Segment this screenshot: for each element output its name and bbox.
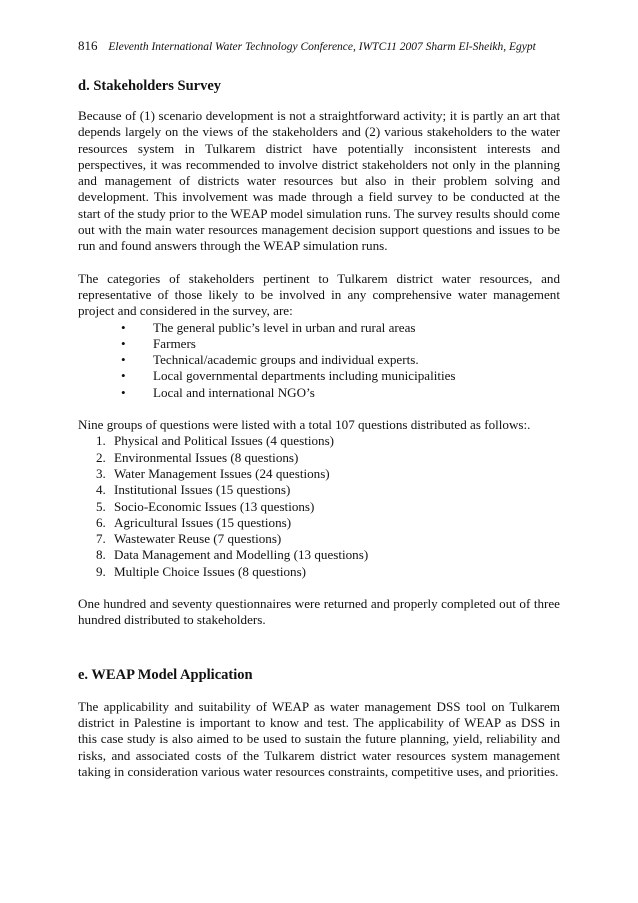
section-d-paragraph-4: One hundred and seventy questionnaires were returned and properly completed out of three hundred distributed to stakeholders.	[78, 596, 560, 628]
list-item: 4. Institutional Issues (15 questions)	[96, 482, 291, 498]
list-item: • Local and international NGO’s	[118, 385, 560, 401]
list-item: 6. Agricultural Issues (15 questions)	[96, 514, 292, 530]
section-d-heading: d. Stakeholders Survey	[78, 78, 222, 94]
page-body	[78, 78, 560, 780]
section-d-paragraph-1: Because of (1) scenario development is not a straightforward activity; it is partly an art that depends largely on the views of the stakeholders and (2) various stakeholders to the water resources system in Tulkarem district have potentially inconsistent interests and perspectives, it was recommended to involve district stakeholders not only in the planning and management of districts water resources but also in their problem solving and development. This involvement was made through a field survey to be conducted at the start of the study prior to the WEAP model simulation runs. The survey results should come out with the main water resources management decision support questions and issues to be run and found answers through the WEAP simulation runs.	[78, 108, 560, 254]
section-d-paragraph-2: The categories of stakeholders pertinent to Tulkarem district water resources, and representative of those likely to be involved in any comprehensive water management project and considered in the survey, are:	[78, 270, 560, 319]
list-item: 7. Wastewater Reuse (7 questions)	[96, 531, 282, 547]
section-e-paragraph-1: The applicability and suitability of WEAP as water management DSS tool on Tulkarem district in Palestine is important to know and test. The applicability of WEAP as DSS in this case study is also aimed to be used to sustain the future planning, yield, reliability and risks, and associated costs of the Tulkarem district water resources system management taking in consideration various water resources constraints, competitive uses, and priorities.	[78, 698, 560, 779]
section-d-paragraph-3: Nine groups of questions were listed with a total 107 questions distributed as follows:.	[78, 417, 531, 433]
conference-title: Eleventh International Water Technology Conference, IWTC11 2007 Sharm El-Sheikh, Egypt	[108, 41, 536, 53]
list-item: 9. Multiple Choice Issues (8 questions)	[96, 563, 307, 579]
list-item: • Technical/academic groups and individual experts.	[118, 352, 560, 368]
list-item: 2. Environmental Issues (8 questions)	[96, 449, 299, 465]
list-item: 3. Water Management Issues (24 questions)	[96, 465, 330, 481]
stakeholder-list	[78, 320, 560, 401]
section-e-heading: e. WEAP Model Application	[78, 666, 253, 683]
running-header	[78, 38, 536, 54]
list-item: 5. Socio-Economic Issues (13 questions)	[96, 498, 315, 514]
list-item: • Local governmental departments including municipalities	[118, 368, 560, 384]
question-groups-list	[78, 433, 560, 580]
list-item: • Farmers	[118, 336, 560, 352]
list-item: • The general public’s level in urban and rural areas	[118, 320, 560, 336]
page-number: 816	[78, 38, 98, 53]
list-item: 1. Physical and Political Issues (4 questions)	[96, 433, 335, 449]
list-item: 8. Data Management and Modelling (13 questions)	[96, 547, 369, 563]
